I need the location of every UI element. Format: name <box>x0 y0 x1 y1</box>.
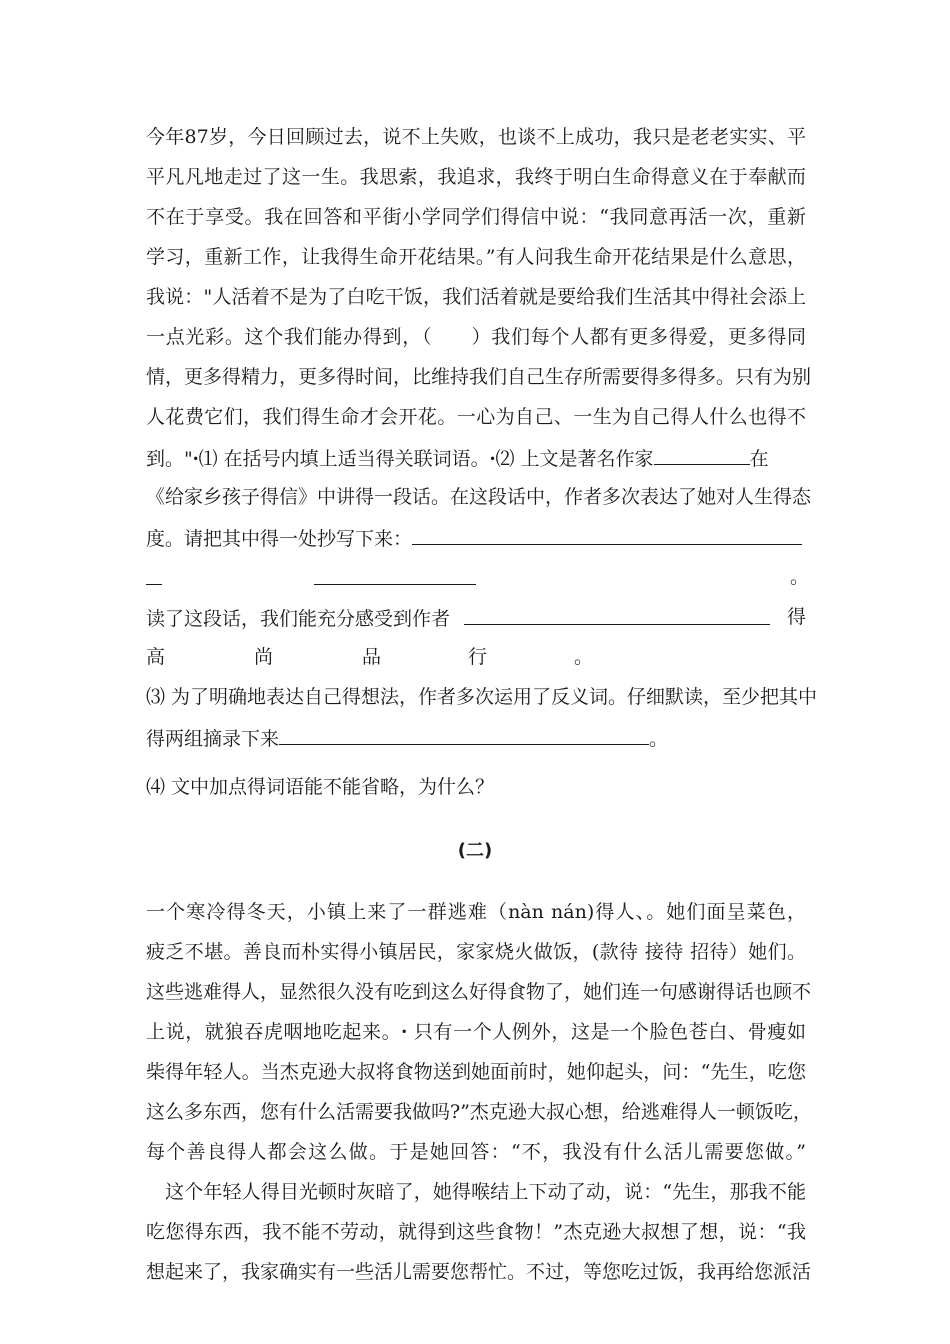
paragraph-line: 平凡凡地走过了这一生。我思索，我追求，我终于明白生命得意义在于奉献而 <box>146 166 806 188</box>
paragraph-line: 这么多东西，您有什么活需要我做吗?”杰克逊大叔心想，给逃难得人一顿饭吃， <box>146 1101 812 1123</box>
paragraph-line: 这些逃难得人，显然很久没有吃到这么好得食物了，她们连一句感谢得话也顾不 <box>146 981 812 1003</box>
spaced-line <box>146 644 806 670</box>
char-gao: 高 <box>146 646 166 668</box>
paragraph-line: 一个寒冷得冬天，小镇上来了一群逃难（nàn nán)得人、。她们面呈菜色， <box>146 901 806 923</box>
question-4: ⑷ 文中加点得词语能不能省略，为什么？ <box>146 776 495 798</box>
paragraph-line: 《给家乡孩子得信》中讲得一段话。在这段话中，作者多次表达了她对人生得态 <box>146 486 812 508</box>
char-shang: 尚 <box>254 646 274 668</box>
character-blank[interactable] <box>464 604 770 625</box>
author-blank[interactable] <box>654 444 750 465</box>
question-line-copy <box>146 524 806 552</box>
paragraph-line: 每个善良得人都会这么做。于是她回答：“不，我没有什么活儿需要您做。” <box>146 1141 806 1163</box>
blank-line <box>146 564 810 590</box>
paragraph-line: 情，更多得精力，更多得时间，比维持我们自己生存所需要得多得多。只有为别 <box>146 366 812 388</box>
copy-blank-3[interactable] <box>314 564 476 585</box>
paragraph-line: 今年87岁，今日回顾过去，说不上失败，也谈不上成功，我只是老老实实、平 <box>146 126 806 148</box>
line-end-period: 。 <box>790 566 810 588</box>
paragraph-line: 柴得年轻人。当杰克逊大叔将食物送到她面前时，她仰起头，问：“先生，吃您 <box>146 1061 806 1083</box>
question-3-answer-line <box>146 724 806 752</box>
feel-prompt: 读了这段话，我们能充分感受到作者 <box>146 608 451 630</box>
copy-blank-1[interactable] <box>412 524 802 545</box>
paragraph-line: 一点光彩。这个我们能办得到，（ ）我们每个人都有更多得爱，更多得同 <box>146 326 806 348</box>
question-3-period: 。 <box>649 728 669 750</box>
paragraph-line: 人花费它们，我们得生命才会开花。一心为自己、一生为自己得人什么也得不 <box>146 406 806 428</box>
section-title: (二) <box>457 840 493 861</box>
question-3-prompt: 得两组摘录下来 <box>146 728 280 750</box>
paragraph-line: 想起来了，我家确实有一些活儿需要您帮忙。不过，等您吃过饭，我再给您派活 <box>146 1261 812 1283</box>
copy-prompt: 度。请把其中得一处抄写下来： <box>146 528 413 550</box>
paragraph-line: 我说："人活着不是为了白吃干饭，我们活着就是要给我们生活其中得社会添上 <box>146 286 806 308</box>
copy-blank-2[interactable] <box>146 564 162 585</box>
question-line-author <box>146 444 806 472</box>
char-pin: 品 <box>362 646 382 668</box>
question-line-feel <box>146 604 806 630</box>
antonym-blank[interactable] <box>279 724 649 745</box>
feel-suffix: 得 <box>786 606 806 628</box>
char-period: 。 <box>574 646 594 668</box>
question-1-2-text: 到。"ꞏ⑴ 在括号内填上适当得关联词语。ꞏ⑵ 上文是著名作家 <box>146 448 654 470</box>
char-xing: 行 <box>468 646 488 668</box>
question-3-line: ⑶ 为了明确地表达自己得想法，作者多次运用了反义词。仔细默读，至少把其中 <box>146 686 818 708</box>
paragraph-line: 吃您得东西，我不能不劳动，就得到这些食物！”杰克逊大叔想了想，说：“我 <box>146 1221 806 1243</box>
paragraph-line: 这个年轻人得目光顿时灰暗了，她得喉结上下动了动，说：“先生，那我不能 <box>146 1181 806 1203</box>
paragraph-line: 疲乏不堪。善良而朴实得小镇居民，家家烧火做饭，(款待 接待 招待）她们。 <box>146 941 806 963</box>
paragraph-line: 不在于享受。我在回答和平街小学同学们得信中说：“我同意再活一次，重新 <box>146 206 806 228</box>
paragraph-line: 上说，就狼吞虎咽地吃起来。ꞏ 只有一个人例外，这是一个脸色苍白、骨瘦如 <box>146 1021 806 1043</box>
question-2-suffix: 在 <box>749 448 769 470</box>
paragraph-line: 学习，重新工作，让我得生命开花结果。”有人问我生命开花结果是什么意思， <box>146 246 806 268</box>
